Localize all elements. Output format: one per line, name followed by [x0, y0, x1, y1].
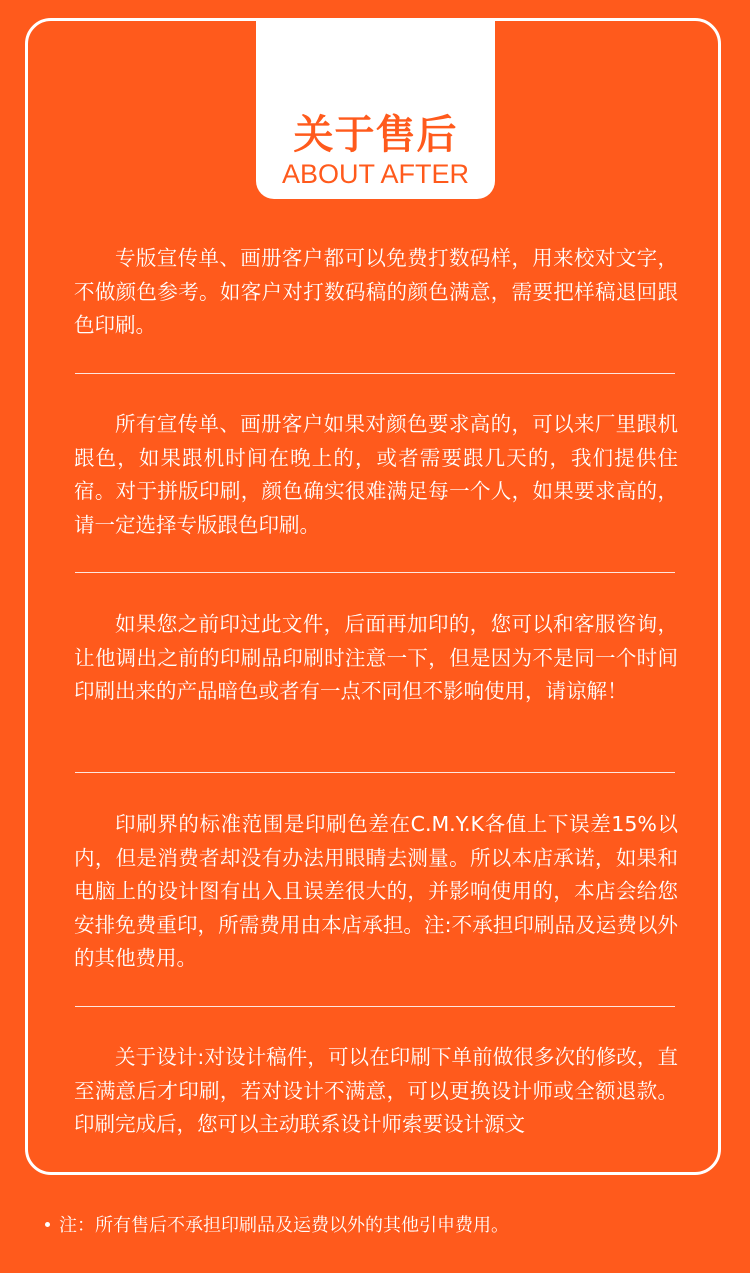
divider [75, 373, 675, 374]
title-tab [256, 18, 495, 199]
paragraph-proof-samples: 专版宣传单、画册客户都可以免费打数码样，用来校对文字，不做颜色参考。如客户对打数码稿的颜色满意，需要把样稿退回跟色印刷。 [74, 246, 678, 337]
bullet-dot-icon [45, 1222, 50, 1227]
divider [75, 1006, 675, 1007]
paragraph-color-tolerance: 印刷界的标准范围是印刷色差在C.M.Y.K各值上下误差15%以内，但是消费者却没有办法用眼睛去测量。所以本店承诺，如果和电脑上的设计图有出入且误差很大的，并影响使用的，本店会给您安排免费重印，所需费用由本店承担。注:不承担印刷品及运费以外的其他费用。 [74, 812, 678, 970]
divider [75, 572, 675, 573]
paragraph-design: 关于设计:对设计稿件，可以在印刷下单前做很多次的修改，直至满意后才印刷，若对设计不满意，可以更换设计师或全额退款。印刷完成后，您可以主动联系设计师索要设计源文 [74, 1045, 678, 1136]
paragraph-reprint: 如果您之前印过此文件，后面再加印的，您可以和客服咨询，让他调出之前的印刷品印刷时注意一下，但是因为不是同一个时间印刷出来的产品暗色或者有一点不同但不影响使用，请谅解！ [74, 612, 678, 703]
page-subtitle: ABOUT AFTER [281, 159, 470, 189]
footnote-text: 注：所有售后不承担印刷品及运费以外的其他引申费用。 [59, 1215, 509, 1236]
footnote [45, 1212, 509, 1240]
paragraph-color-matching: 所有宣传单、画册客户如果对颜色要求高的，可以来厂里跟机跟色，如果跟机时间在晚上的，或者需要跟几天的，我们提供住宿。对于拼版印刷，颜色确实很难满足每一个人，如果要求高的，请一定选择专版跟色印刷。 [74, 412, 678, 537]
page-title: 关于售后 [293, 112, 458, 158]
divider [75, 772, 675, 773]
